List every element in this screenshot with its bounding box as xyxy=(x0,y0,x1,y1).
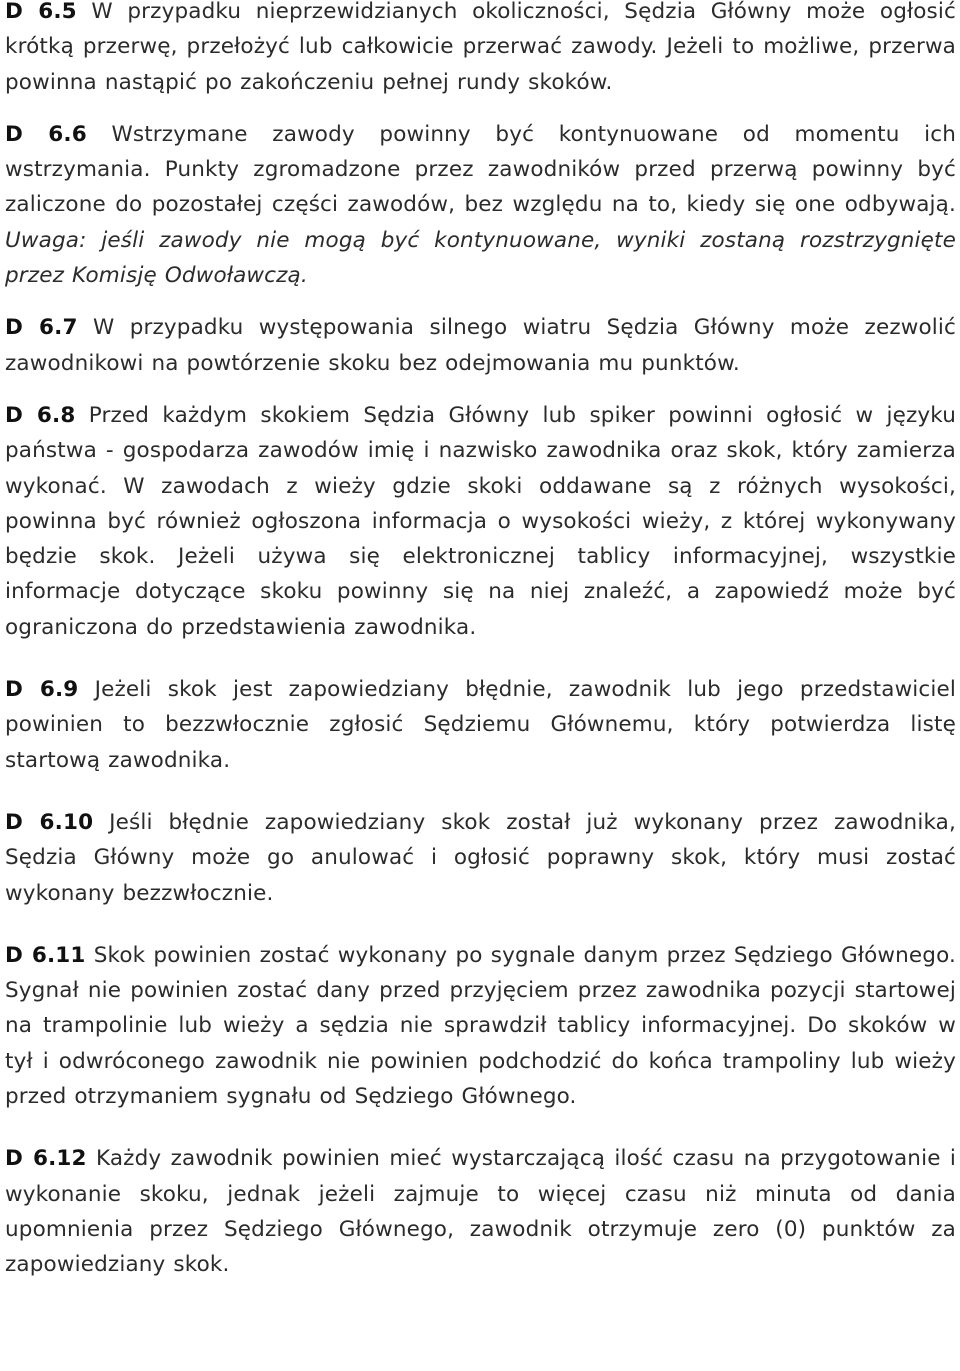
rule-note: Uwaga: jeśli zawody nie mogą być kontynuowane, wyniki zostaną rozstrzygnięte przez Komisję Odwoławczą. xyxy=(5,227,956,289)
rule-id: D 6.12 xyxy=(5,1146,87,1172)
rule-text: Każdy zawodnik powinien mieć wystarczającą ilość czasu na przygotowanie i wykonanie skoku, jednak jeżeli zajmuje to więcej czasu niż minuta od dania upomnienia przez Sędziego Głównego, zawodnik otrzymuje zero (0) punktów za zapowiedziany skok. xyxy=(5,1146,957,1278)
rule-text: Jeżeli skok jest zapowiedziany błędnie, zawodnik lub jego przedstawiciel powinien to bezzwłocznie zgłosić Sędziemu Głównemu, który potwierdza listę startową zawodnika. xyxy=(5,677,957,773)
rule-id: D 6.11 xyxy=(5,942,86,968)
rule-d6-5 xyxy=(5,0,956,100)
rule-id: D 6.10 xyxy=(5,809,94,835)
rule-text: W przypadku nieprzewidzianych okoliczności, Sędzia Główny może ogłosić krótką przerwę, przełożyć lub całkowicie przerwać zawody. Jeżeli to możliwe, przerwa powinna nastąpić po zakończeniu pełnej rundy skoków. xyxy=(5,0,957,95)
rule-d6-12 xyxy=(5,1141,956,1282)
rule-text: W przypadku występowania silnego wiatru Sędzia Główny może zezwolić zawodnikowi na powtórzenie skoku bez odejmowania mu punktów. xyxy=(5,315,957,376)
rule-text: Wstrzymane zawody powinny być kontynuowane od momentu ich wstrzymania. Punkty zgromadzone przez zawodników przed przerwą powinny być zaliczone do pozostałej części zawodów, bez względu na to, kiedy się one odbywają. xyxy=(5,121,957,218)
rule-id: D 6.8 xyxy=(5,402,76,428)
rule-d6-7 xyxy=(5,310,956,381)
rule-id: D 6.6 xyxy=(5,121,87,147)
rule-d6-10 xyxy=(5,805,956,911)
rule-id: D 6.5 xyxy=(5,0,77,24)
rule-text: Jeśli błędnie zapowiedziany skok został już wykonany przez zawodnika, Sędzia Główny może go anulować i ogłosić poprawny skok, który musi zostać wykonany bezzwłocznie. xyxy=(5,809,956,906)
rule-d6-9 xyxy=(5,672,956,778)
rule-d6-6 xyxy=(5,117,956,293)
rule-d6-11 xyxy=(5,938,956,1114)
rule-d6-8 xyxy=(5,398,956,645)
rule-text: Skok powinien zostać wykonany po sygnale danym przez Sędziego Głównego. Sygnał nie powinien zostać dany przed przyjęciem przez zawodnika pozycji startowej na trampolinie lub wieży a sędzia nie sprawdził tablicy informacyjnej. Do skoków w tył i odwróconego zawodnik nie powinien podchodzić do końca trampoliny lub wieży przed otrzymaniem sygnału od Sędziego Głównego. xyxy=(5,942,957,1110)
rule-id: D 6.9 xyxy=(5,677,79,703)
rule-id: D 6.7 xyxy=(5,315,78,341)
rule-text: Przed każdym skokiem Sędzia Główny lub spiker powinni ogłosić w języku państwa - gospodarza zawodów imię i nazwisko zawodnika oraz skok, który zamierza wykonać. W zawodach z wieży gdzie skoki oddawane są z różnych wysokości, powinna być również ogłoszona informacja o wysokości wieży, z której wykonywany będzie skok. Jeżeli używa się elektronicznej tablicy informacyjnej, wszystkie informacje dotyczące skoku powinny się na niej znaleźć, a zapowiedź może być ograniczona do przedstawienia zawodnika. xyxy=(5,402,957,640)
